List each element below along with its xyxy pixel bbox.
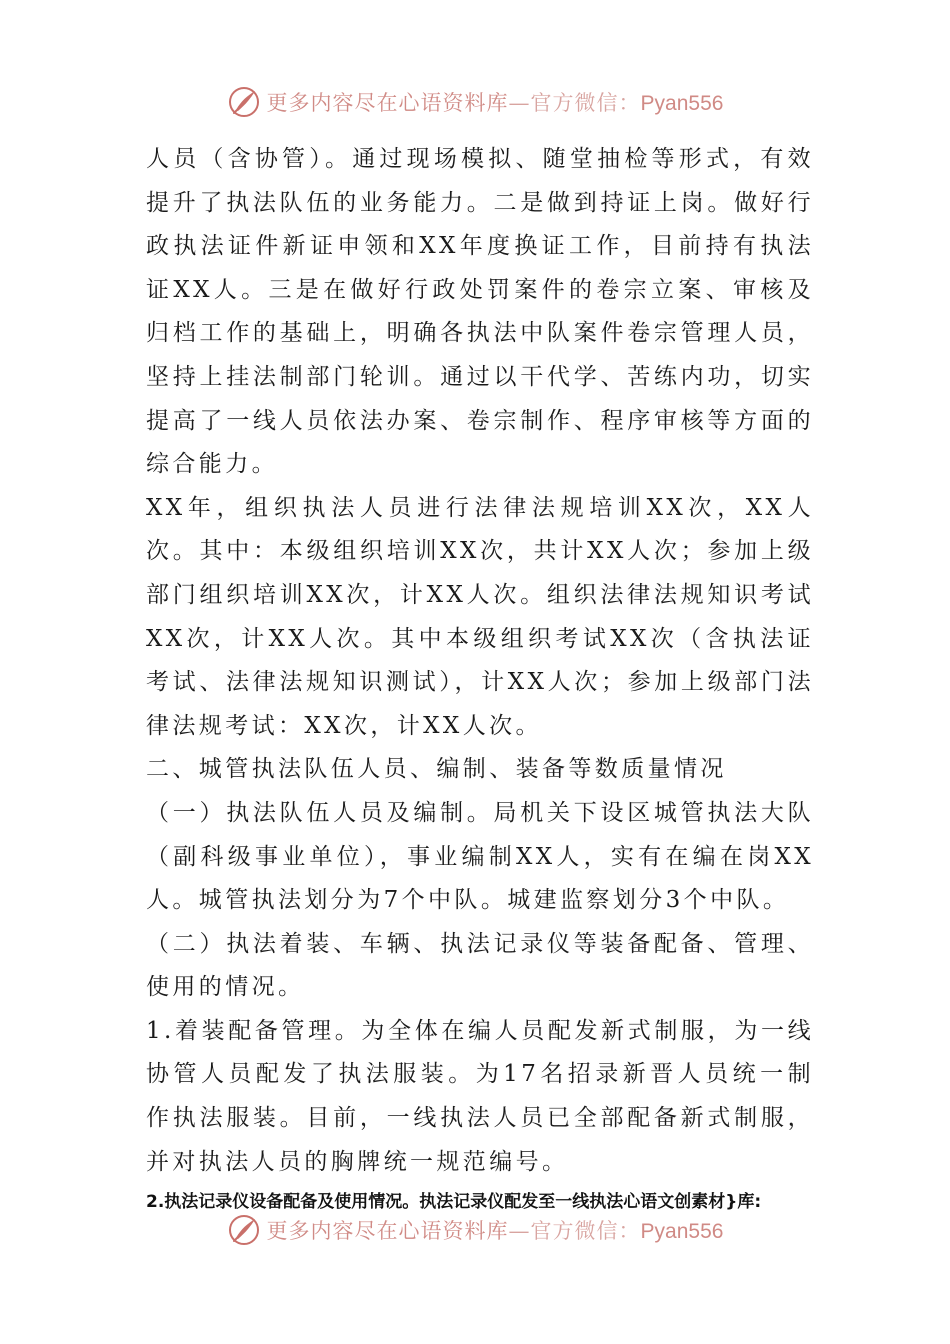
document-body xyxy=(146,138,814,1218)
paragraph-recorder-usage: 2.执法记录仪设备配备及使用情况。执法记录仪配发至一线执法心语文创素材}库: xyxy=(146,1192,762,1213)
section-heading-two: 二、城管执法队伍人员、编制、装备等数质量情况 xyxy=(146,756,727,783)
watermark-text xyxy=(267,1215,724,1245)
quill-logo-icon xyxy=(227,1213,261,1247)
paragraph-staffing: （一）执法队伍人员及编制。局机关下设区城管执法大队（副科级事业单位），事业编制XX人，实有在编在岗XX人。城管执法划分为7个中队。城建监察划分3个中队。 xyxy=(146,799,814,914)
watermark-header xyxy=(0,82,950,122)
paragraph-uniform-management: 1.着装配备管理。为全体在编人员配发新式制服，为一线协管人员配发了执法服装。为17名招录新晋人员统一制作执法服装。目前，一线执法人员已全部配备新式制服，并对执法人员的胸牌统一规范编号。 xyxy=(146,1017,814,1175)
watermark-main-text: 更多内容尽在心语资料库 xyxy=(266,1219,509,1243)
paragraph-training-intro: 人员（含协管）。通过现场模拟、随堂抽检等形式，有效提升了执法队伍的业务能力。二是做到持证上岗。做好行政执法证件新证申领和XX年度换证工作，目前持有执法证XX人。三是在做好行政处罚案件的卷宗立案、审核及归档工作的基础上，明确各执法中队案件卷宗管理人员，坚持上挂法制部门轮训。通过以干代学、苦练内功，切实提高了一线人员依法办案、卷宗制作、程序审核等方面的综合能力。 xyxy=(146,146,814,478)
watermark-footer xyxy=(0,1210,950,1250)
watermark-separator: —官方微信： xyxy=(508,1219,641,1243)
watermark-main-text: 更多内容尽在心语资料库 xyxy=(266,91,509,115)
paragraph-training-stats: XX年，组织执法人员进行法律法规培训XX次，XX人次。其中：本级组织培训XX次，共计XX人次；参加上级部门组织培训XX次，计XX人次。组织法律法规知识考试XX次，计XX人次。其中本级组织考试XX次（含执法证考试、法律法规知识测试），计XX人次；参加上级部门法律法规考试：XX次，计XX人次。 xyxy=(146,494,814,739)
paragraph-equipment-heading: （二）执法着装、车辆、执法记录仪等装备配备、管理、使用的情况。 xyxy=(146,930,814,1001)
watermark-text xyxy=(267,87,724,117)
watermark-separator: —官方微信： xyxy=(508,91,641,115)
watermark-wechat-id: Pyan556 xyxy=(640,92,724,115)
quill-logo-icon xyxy=(227,85,261,119)
watermark-wechat-id: Pyan556 xyxy=(640,1220,724,1243)
